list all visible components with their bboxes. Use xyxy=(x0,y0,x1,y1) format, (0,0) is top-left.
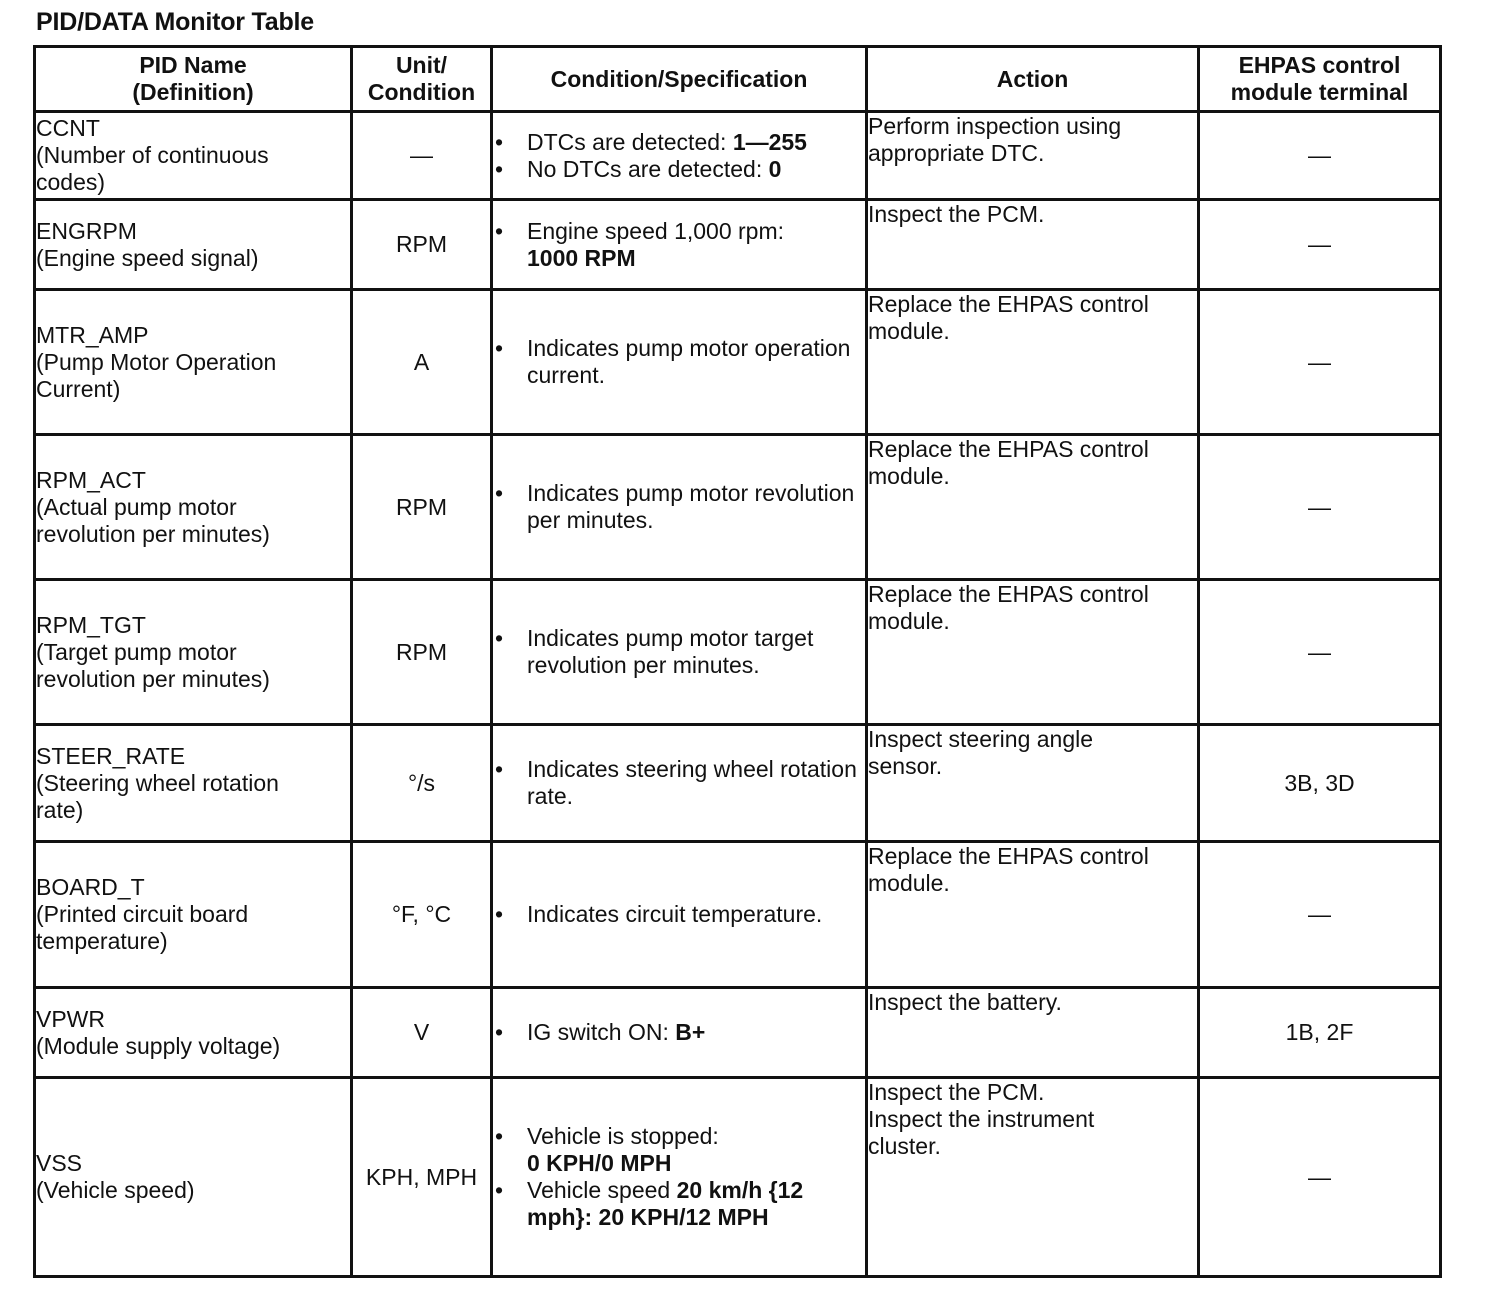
table-header-row xyxy=(35,47,1441,112)
action-cell xyxy=(867,725,1199,842)
condition-cell xyxy=(492,725,867,842)
condition-label: Engine speed 1,000 rpm: xyxy=(527,217,785,244)
table-row xyxy=(35,435,1441,580)
unit-cell: °F, °C xyxy=(352,842,492,988)
action-line: Replace the EHPAS control xyxy=(868,581,1149,607)
condition-item xyxy=(493,1019,865,1046)
condition-label: DTCs are detected: xyxy=(527,128,733,155)
condition-list xyxy=(493,625,865,679)
condition-value: 0 xyxy=(768,155,782,182)
pid-definition-line: revolution per minutes) xyxy=(36,520,270,547)
condition-item xyxy=(493,1177,865,1231)
action-line: module. xyxy=(868,608,950,634)
condition-list xyxy=(493,1123,865,1231)
action-cell xyxy=(867,112,1199,200)
condition-list xyxy=(493,756,865,810)
table-row xyxy=(35,725,1441,842)
condition-value: 1000 RPM xyxy=(527,244,636,271)
terminal-cell: — xyxy=(1199,290,1441,435)
action-line: Inspect the instrument xyxy=(868,1106,1095,1132)
pid-code: CCNT xyxy=(36,115,100,141)
condition-label: Indicates steering wheel rotation rate. xyxy=(527,756,857,809)
condition-label: Vehicle speed xyxy=(527,1177,677,1203)
action-cell xyxy=(867,1078,1199,1277)
terminal-cell: — xyxy=(1199,435,1441,580)
condition-label: Indicates pump motor target revolution per minutes. xyxy=(527,625,814,678)
action-line: module. xyxy=(868,463,950,489)
action-cell xyxy=(867,200,1199,290)
condition-cell xyxy=(492,200,867,290)
pid-definition-line: (Number of continuous xyxy=(36,142,269,168)
pid-code: ENGRPM xyxy=(36,217,137,244)
action-line: Replace the EHPAS control xyxy=(868,436,1149,462)
action-line: Inspect steering angle xyxy=(868,726,1094,752)
pid-name-cell xyxy=(35,1078,352,1277)
terminal-cell: — xyxy=(1199,842,1441,988)
header-pid-name: PID Name (Definition) xyxy=(35,47,352,112)
terminal-cell: — xyxy=(1199,200,1441,290)
action-line: Inspect the battery. xyxy=(868,989,1062,1015)
pid-definition-line: rate) xyxy=(36,796,84,823)
pid-name-cell xyxy=(35,290,352,435)
unit-cell: RPM xyxy=(352,200,492,290)
action-line: Inspect the PCM. xyxy=(868,201,1045,227)
pid-definition-line: revolution per minutes) xyxy=(36,665,270,692)
table-row xyxy=(35,200,1441,290)
condition-label: IG switch ON: xyxy=(527,1019,676,1045)
pid-definition-line: (Vehicle speed) xyxy=(36,1177,195,1203)
pid-definition-line: (Engine speed signal) xyxy=(36,244,259,271)
condition-value: 1—255 xyxy=(732,128,807,155)
condition-item xyxy=(493,335,865,389)
condition-list xyxy=(493,218,865,272)
condition-label: No DTCs are detected: xyxy=(527,155,769,182)
pid-definition-line: (Target pump motor xyxy=(36,638,237,665)
condition-cell xyxy=(492,988,867,1078)
condition-item xyxy=(493,156,865,183)
pid-definition-line: codes) xyxy=(36,169,106,195)
action-line: Inspect the PCM. xyxy=(868,1079,1045,1105)
condition-item xyxy=(493,901,865,928)
condition-label: Indicates pump motor revolution per minutes. xyxy=(527,480,855,533)
table-row xyxy=(35,112,1441,200)
condition-list xyxy=(493,901,865,928)
action-cell xyxy=(867,290,1199,435)
table-row xyxy=(35,580,1441,725)
action-cell xyxy=(867,842,1199,988)
condition-item xyxy=(493,1123,865,1177)
pid-definition-line: Current) xyxy=(36,375,121,402)
pid-code: MTR_AMP xyxy=(36,321,149,348)
condition-item xyxy=(493,756,865,810)
pid-data-monitor-table xyxy=(33,45,1442,1278)
header-unit-condition: Unit/ Condition xyxy=(352,47,492,112)
condition-list xyxy=(493,335,865,389)
condition-list xyxy=(493,1019,865,1046)
table-row xyxy=(35,290,1441,435)
condition-item xyxy=(493,625,865,679)
pid-code: STEER_RATE xyxy=(36,742,186,769)
header-module-terminal: EHPAS control module terminal xyxy=(1199,47,1441,112)
pid-definition-line: (Actual pump motor xyxy=(36,493,237,520)
terminal-cell: — xyxy=(1199,112,1441,200)
table-row xyxy=(35,988,1441,1078)
condition-cell xyxy=(492,435,867,580)
condition-cell xyxy=(492,1078,867,1277)
unit-cell: — xyxy=(352,112,492,200)
pid-name-cell xyxy=(35,988,352,1078)
terminal-cell: 1B, 2F xyxy=(1199,988,1441,1078)
terminal-cell: — xyxy=(1199,580,1441,725)
action-line: module. xyxy=(868,318,950,344)
table-row xyxy=(35,842,1441,988)
pid-code: VPWR xyxy=(36,1005,105,1032)
pid-definition-line: (Pump Motor Operation xyxy=(36,348,277,375)
action-line: Replace the EHPAS control xyxy=(868,843,1149,869)
pid-name-cell xyxy=(35,200,352,290)
page-title: PID/DATA Monitor Table xyxy=(36,8,314,36)
condition-cell xyxy=(492,112,867,200)
condition-value: B+ xyxy=(675,1019,706,1045)
table-row xyxy=(35,1078,1441,1277)
header-condition-specification: Condition/Specification xyxy=(492,47,867,112)
pid-name-cell xyxy=(35,842,352,988)
action-line: sensor. xyxy=(868,753,943,779)
pid-name-cell xyxy=(35,435,352,580)
condition-cell xyxy=(492,290,867,435)
pid-name-cell xyxy=(35,725,352,842)
unit-cell: RPM xyxy=(352,435,492,580)
unit-cell: KPH, MPH xyxy=(352,1078,492,1277)
unit-cell: RPM xyxy=(352,580,492,725)
pid-definition-line: (Steering wheel rotation xyxy=(36,769,279,796)
pid-code: VSS xyxy=(36,1150,83,1176)
pid-definition-line: temperature) xyxy=(36,928,168,954)
action-line: Replace the EHPAS control xyxy=(868,291,1149,317)
pid-code: BOARD_T xyxy=(36,874,145,900)
action-cell xyxy=(867,988,1199,1078)
unit-cell: A xyxy=(352,290,492,435)
condition-label: Indicates circuit temperature. xyxy=(527,901,823,927)
condition-item xyxy=(493,218,865,272)
action-line: Perform inspection using xyxy=(868,113,1122,139)
condition-item xyxy=(493,480,865,534)
terminal-cell: 3B, 3D xyxy=(1199,725,1441,842)
pid-code: RPM_ACT xyxy=(36,466,146,493)
action-line: module. xyxy=(868,870,950,896)
header-action: Action xyxy=(867,47,1199,112)
condition-list xyxy=(493,480,865,534)
action-line: cluster. xyxy=(868,1133,941,1159)
condition-value: 20 km/h {12 mph}: 20 KPH/12 MPH xyxy=(527,1177,804,1230)
condition-cell xyxy=(492,842,867,988)
unit-cell: °/s xyxy=(352,725,492,842)
condition-value: 0 KPH/0 MPH xyxy=(527,1150,672,1176)
action-line: appropriate DTC. xyxy=(868,140,1045,166)
pid-name-cell xyxy=(35,112,352,200)
action-cell xyxy=(867,580,1199,725)
pid-definition-line: (Printed circuit board xyxy=(36,901,249,927)
condition-item xyxy=(493,129,865,156)
condition-cell xyxy=(492,580,867,725)
condition-label: Indicates pump motor operation current. xyxy=(527,335,851,388)
unit-cell: V xyxy=(352,988,492,1078)
condition-list xyxy=(493,129,865,183)
pid-definition-line: (Module supply voltage) xyxy=(36,1032,281,1059)
pid-code: RPM_TGT xyxy=(36,611,146,638)
pid-name-cell xyxy=(35,580,352,725)
condition-label: Vehicle is stopped: xyxy=(527,1123,719,1149)
terminal-cell: — xyxy=(1199,1078,1441,1277)
action-cell xyxy=(867,435,1199,580)
